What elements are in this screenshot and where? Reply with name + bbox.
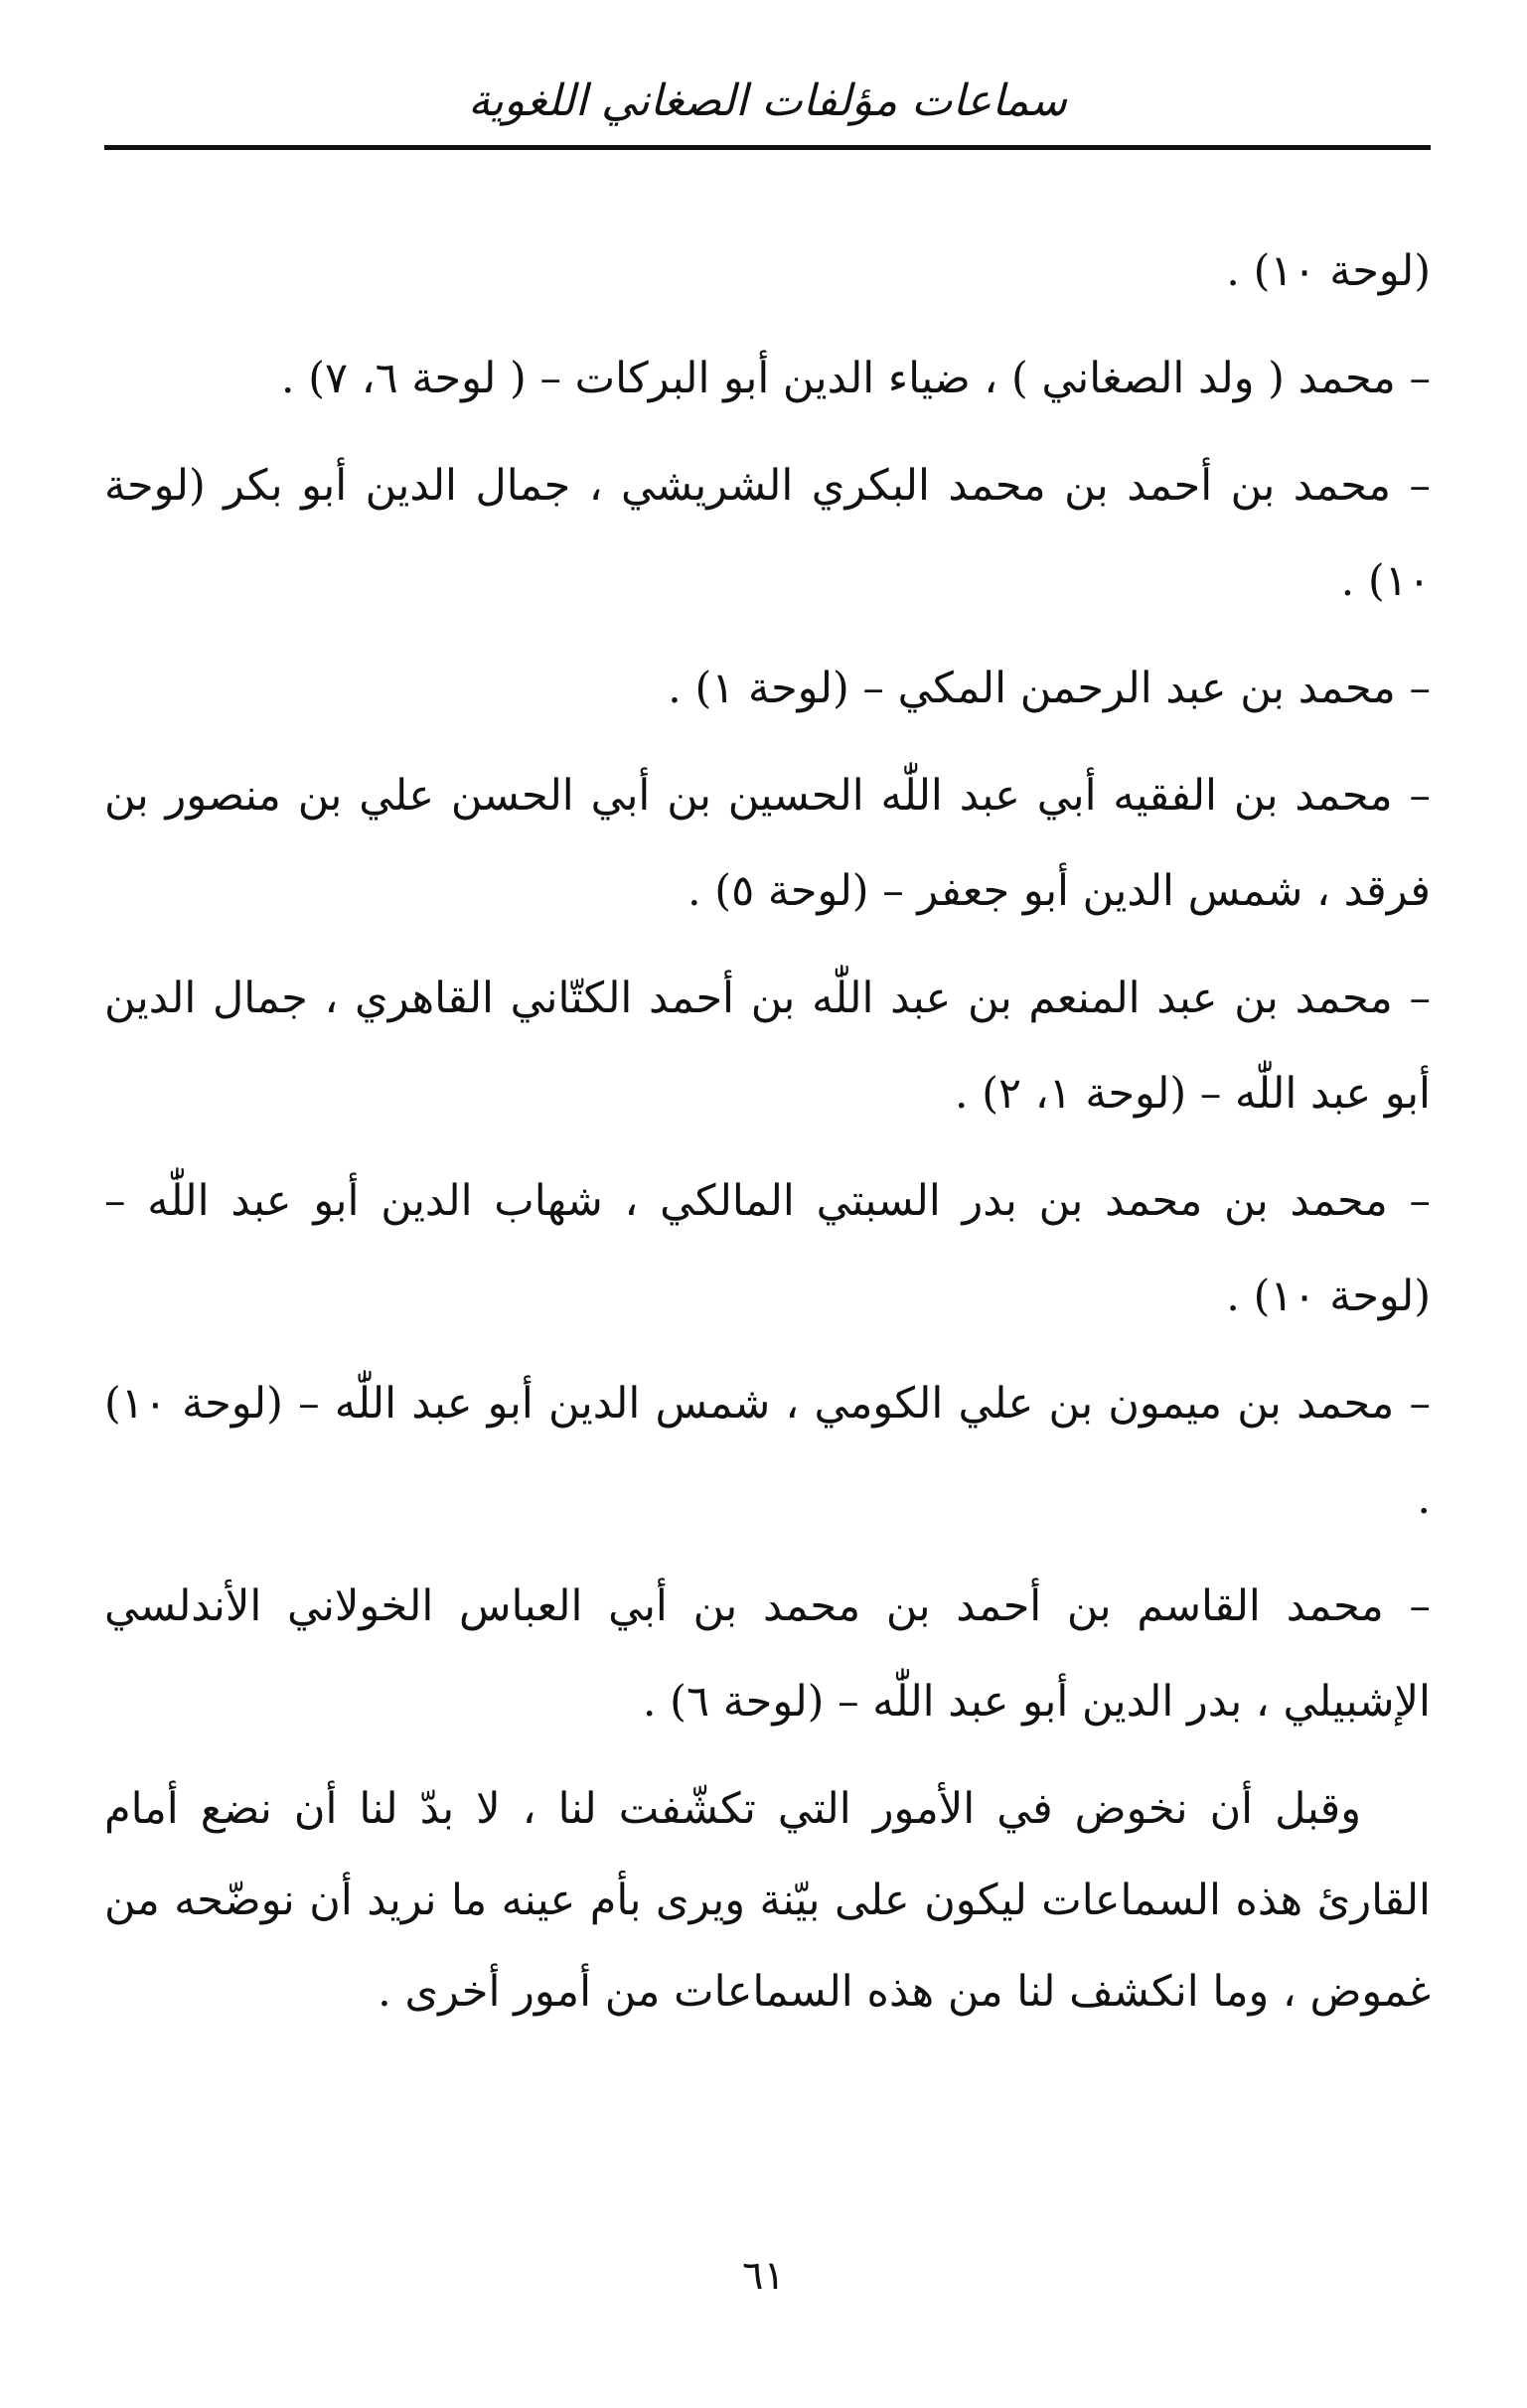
- entry-continuation: (لوحة ١٠) .: [1226, 246, 1431, 296]
- list-item: – محمد بن عبد الرحمن المكي – (لوحة ١) .: [668, 664, 1431, 713]
- header-rule: [104, 145, 1431, 150]
- list-item: – محمد بن ميمون بن علي الكومي ، شمس الدين أبو عبد اللّٰه – (لوحة ١٠) .: [104, 1379, 1431, 1524]
- list-item: – محمد بن الفقيه أبي عبد اللّٰه الحسين بن أبي الحسن علي بن منصور بن فرقد ، شمس الدين أبو جعفر – (لوحة ٥) .: [104, 771, 1431, 916]
- running-header-title: سماعات مؤلفات الصغاني اللغوية: [468, 75, 1067, 126]
- list-item: – محمد ( ولد الصغاني ) ، ضياء الدين أبو البركات – ( لوحة ٦، ٧) .: [280, 354, 1431, 403]
- page-number: ٦١: [742, 2253, 785, 2299]
- list-item: – محمد بن محمد بن بدر السبتي المالكي ، شهاب الدين أبو عبد اللّٰه – (لوحة ١٠) .: [104, 1176, 1431, 1321]
- list-item: – محمد بن عبد المنعم بن عبد اللّٰه بن أحمد الكتّاني القاهري ، جمال الدين أبو عبد اللّٰه – (لوحة ١، ٢) .: [104, 974, 1431, 1119]
- closing-paragraph: وقبل أن نخوض في الأمور التي تكشّفت لنا ، لا بدّ لنا أن نضع أمام القارئ هذه السماعات ليكون على بيّنة ويرى بأم عينه ما نريد أن نوضّحه من غموض ، وما انكشف لنا من هذه السماعات من أمور أخرى .: [104, 1784, 1431, 2017]
- body-text: [104, 224, 1431, 2037]
- list-item: – محمد القاسم بن أحمد بن محمد بن أبي العباس الخولاني الأندلسي الإشبيلي ، بدر الدين أبو عبد اللّٰه – (لوحة ٦) .: [104, 1581, 1431, 1727]
- list-item: – محمد بن أحمد بن محمد البكري الشريشي ، جمال الدين أبو بكر (لوحة ١٠) .: [104, 461, 1431, 606]
